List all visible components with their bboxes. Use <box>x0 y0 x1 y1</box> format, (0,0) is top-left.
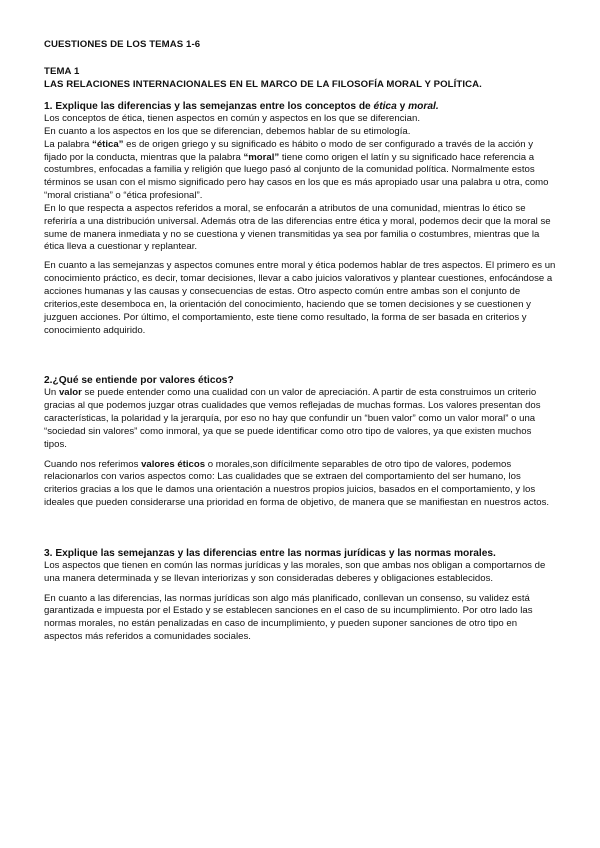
document-page <box>44 38 556 644</box>
question-1-title-y: y <box>396 101 409 112</box>
question-1-title <box>44 100 556 113</box>
term-etica: “ética” <box>92 138 124 150</box>
question-3-section <box>44 547 556 644</box>
question-2-paragraph-2 <box>44 459 556 510</box>
question-2-paragraph-1 <box>44 387 556 451</box>
question-1-paragraph-d: En lo que respecta a aspectos referidos a moral, se enfocarán a atributos de una comunidad, mientras lo ético se referiría a una distribución universal. Además otra de las diferencias entre ética y moral, podemos decir que la moral se sume de manera inmediata y no se cuestiona y vienen transmitidas ya sea por familia o costumbres, mientras que la ética lleva a cuestionar y replantear. <box>44 202 551 253</box>
question-3-paragraph-2: En cuanto a las diferencias, las normas jurídicas son algo más planificado, conllevan un consenso, su validez está garantizada e impuesta por el Estado y se establecen sanciones en el caso de su incumplimiento. Por otro lado las normas morales, no están penalizadas en caso de incumplimiento, y pueden suponer sanciones de otro tipo en aspectos más referidos a comunidades sociales. <box>44 592 533 643</box>
question-1-title-prefix: 1. Explique las diferencias y las semejanzas entre los conceptos de <box>44 101 374 112</box>
term-valores-eticos: valores éticos <box>141 458 206 470</box>
question-1-paragraph-b: En cuanto a los aspectos en los que se diferencian, debemos hablar de su etimología. <box>44 125 411 137</box>
question-2-text: Un <box>44 387 59 399</box>
question-2-text: Cuando nos referimos <box>44 458 142 470</box>
question-1-paragraph-c <box>44 139 556 203</box>
question-1-title-moral: moral. <box>408 101 439 112</box>
question-1-text: La palabra <box>44 138 93 150</box>
question-2-section <box>44 374 556 510</box>
term-valor: valor <box>58 387 82 399</box>
question-1-section <box>44 100 556 337</box>
tema-label: TEMA 1 <box>44 66 80 77</box>
question-1-text: tiene como origen el latín y su significado hace referencia a costumbres, enfocadas a familia y religión que luego pasó al conjunto de la comunidad política. Normalmente estos términos se usan con el mismo significado pero hay casos en los que es más apropiado usar una palabra u otra, como “moral cristiana” o “ética profesional”. <box>44 151 549 202</box>
question-2-text: se puede entender como una cualidad con un valor de apreciación. A partir de esta construimos un criterio gracias al que podemos juzgar otras cualidades que vemos reflejadas de muchas formas. Los valores presentan dos características, la polaridad y la jerarquía, por eso no hay que confundir un “buen valor” como un valor moral” o una “sociedad sin valores” como inmoral, ya que se puede identificar como otro tipo de valores, ya que existen muchos tipos. <box>44 387 541 450</box>
question-1-text: es de origen griego y su significado es hábito o modo de ser configurado a través de la acción y fijado por la conducta, mientras que la palabra <box>44 138 534 163</box>
term-moral: “moral” <box>243 151 280 163</box>
question-1-paragraph-a: Los conceptos de ética, tienen aspectos en común y aspectos en los que se diferencian. <box>44 113 420 124</box>
question-1-paragraph-semejanzas: En cuanto a las semejanzas y aspectos comunes entre moral y ética podemos hablar de tres aspectos. El primero es un conocimiento práctico, es decir, tomar decisiones, llevar a cabo juicios valorativos y plantear cuestiones, enfocándose a acciones humanas y las causas y consecuencias de estas. Otro aspecto común entre ambas son el conjunto de criterios,este desemboca en, la orientación del conocimiento, haciendo que se tomen decisiones y se cuestionen y juzguen acciones. Por último, el comportamiento, este tiene como resultado, la forma de ser basada en criterios y conocimiento adquirido. <box>44 260 556 336</box>
question-3-title: 3. Explique las semejanzas y las diferencias entre las normas jurídicas y las normas morales. <box>44 547 496 559</box>
spacer <box>44 586 556 593</box>
spacer <box>44 337 556 374</box>
question-2-text: o morales,son difícilmente separables de otro tipo de valores, podemos relacionarlos con varios aspectos como: Las cualidades que se extraen del comportamiento del ser humano, los criterios gracias a los que le damos una orientación a nuestros propios juicios, basados en el comportamiento, y los ideales que pueden considerarse una prioridad en forma de objetivo, de manera que se manifiestan en nuestros actos. <box>44 458 550 509</box>
tema-subtitle: LAS RELACIONES INTERNACIONALES EN EL MARCO DE LA FILOSOFÍA MORAL Y POLÍTICA. <box>44 79 482 90</box>
question-2-title: 2.¿Qué se entiende por valores éticos? <box>44 375 234 387</box>
question-1-title-etica: ética <box>373 101 397 112</box>
question-3-paragraph-1: Los aspectos que tienen en común las normas jurídicas y las morales, son que ambas nos obligan a comportarnos de una manera determinada y se llevan interiorizas y son consideradas deberes y obligaciones establecidos. <box>44 559 546 584</box>
spacer <box>44 452 556 459</box>
document-title: CUESTIONES DE LOS TEMAS 1-6 <box>44 39 201 50</box>
spacer <box>44 510 556 547</box>
